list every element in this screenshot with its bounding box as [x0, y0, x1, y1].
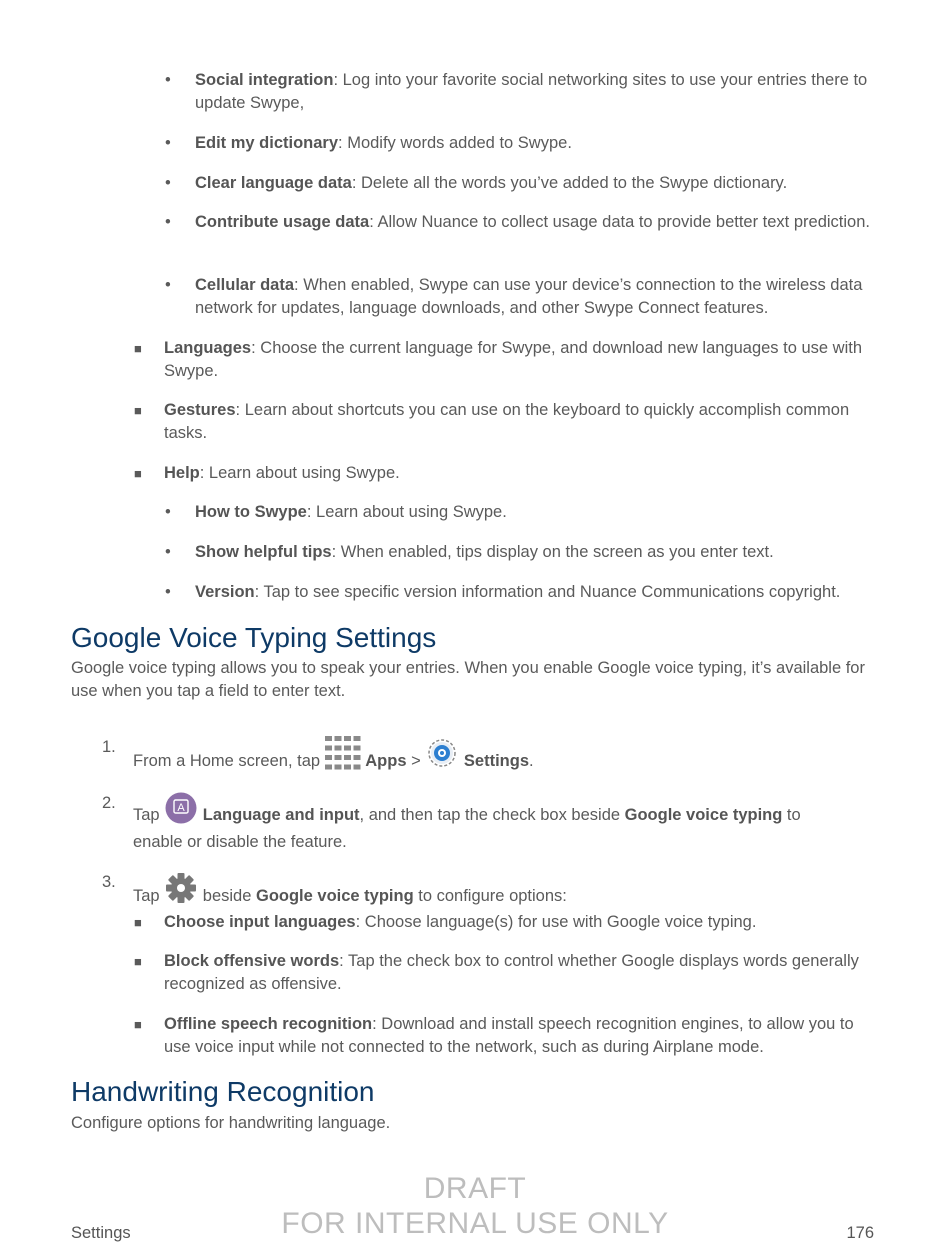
item-desc: : Learn about shortcuts you can use on the keyboard to quickly accomplish common tasks.	[164, 401, 850, 442]
apps-grid-icon	[325, 736, 361, 777]
bullet: ■	[134, 403, 142, 418]
item-desc: : Choose the current language for Swype, and download new languages to use with Swype.	[164, 339, 863, 380]
bullet: •	[165, 276, 171, 294]
item-desc: : Modify words added to Swype.	[338, 134, 572, 152]
item-desc: : Download and install speech recognition engines, to allow you to use voice input while not connected to the network, such as during Airplane mode.	[164, 1015, 854, 1056]
item-desc: : Tap the check box to control whether Google displays words generally recognized as offensive.	[164, 952, 859, 993]
item-term: Block offensive words	[164, 952, 340, 970]
item-desc: : Choose language(s) for use with Google voice typing.	[355, 913, 757, 931]
step-number: 3.	[102, 873, 116, 891]
item-term: Offline speech recognition	[164, 1015, 373, 1033]
item-term: Languages	[164, 339, 252, 357]
language-input-icon	[164, 792, 198, 831]
draft-watermark: DRAFT	[423, 1172, 527, 1205]
item-term: Gestures	[164, 401, 236, 419]
bullet: •	[165, 174, 171, 192]
item-desc: : Allow Nuance to collect usage data to provide better text prediction.	[369, 213, 870, 231]
internal-use-watermark: FOR INTERNAL USE ONLY	[281, 1207, 669, 1240]
item-term: Cellular data	[195, 276, 295, 294]
item-term: Edit my dictionary	[195, 134, 339, 152]
item-desc: : Learn about using Swype.	[199, 464, 400, 482]
bullet: ■	[134, 954, 142, 969]
item-term: Clear language data	[195, 174, 352, 192]
item-desc: : Tap to see specific version information and Nuance Communications copyright.	[254, 583, 841, 601]
step-number: 2.	[102, 794, 116, 812]
bullet: ■	[134, 466, 142, 481]
item-desc: : Log into your favorite social networking sites to use your entries there to update Swype,	[195, 71, 868, 112]
bullet: ■	[134, 1017, 142, 1032]
bullet: •	[165, 134, 171, 152]
step-number: 1.	[102, 738, 116, 756]
step: Tap A Language and input, and then tap the check box beside Google voice typing to enable or disable the feature.	[133, 792, 853, 854]
gear-icon	[164, 871, 198, 912]
svg-text:A: A	[177, 802, 185, 814]
page-number: 176	[846, 1224, 874, 1242]
bullet: •	[165, 213, 171, 231]
bullet: •	[165, 503, 171, 521]
section-intro: Configure options for handwriting language.	[71, 1114, 391, 1132]
bullet: •	[165, 543, 171, 561]
item-desc: : Learn about using Swype.	[306, 503, 507, 521]
item-term: Choose input languages	[164, 913, 356, 931]
bullet: •	[165, 71, 171, 89]
footer-section: Settings	[71, 1224, 131, 1242]
bullet: ■	[134, 341, 142, 356]
step: From a Home screen, tap Apps > Settings.	[133, 736, 853, 777]
item-term: Version	[195, 583, 255, 601]
item-desc: : When enabled, Swype can use your device’s connection to the wireless data network for updates, language downloads, and other Swype Connect features.	[195, 276, 863, 317]
item-term: Help	[164, 464, 200, 482]
section-heading: Handwriting Recognition	[71, 1076, 375, 1107]
item-desc: : When enabled, tips display on the screen as you enter text.	[331, 543, 774, 561]
section-intro: Google voice typing allows you to speak your entries. When you enable Google voice typing, it’s available for use when you tap a field to enter text.	[71, 659, 865, 700]
item-desc: : Delete all the words you’ve added to the Swype dictionary.	[351, 174, 788, 192]
bullet: ■	[134, 915, 142, 930]
item-term: How to Swype	[195, 503, 307, 521]
item-term: Social integration	[195, 71, 334, 89]
step: Tap beside Google voice typing to configure options:	[133, 871, 853, 912]
bullet: •	[165, 583, 171, 601]
item-term: Contribute usage data	[195, 213, 370, 231]
item-term: Show helpful tips	[195, 543, 332, 561]
section-heading: Google Voice Typing Settings	[71, 622, 437, 653]
settings-gear-icon	[425, 736, 459, 777]
